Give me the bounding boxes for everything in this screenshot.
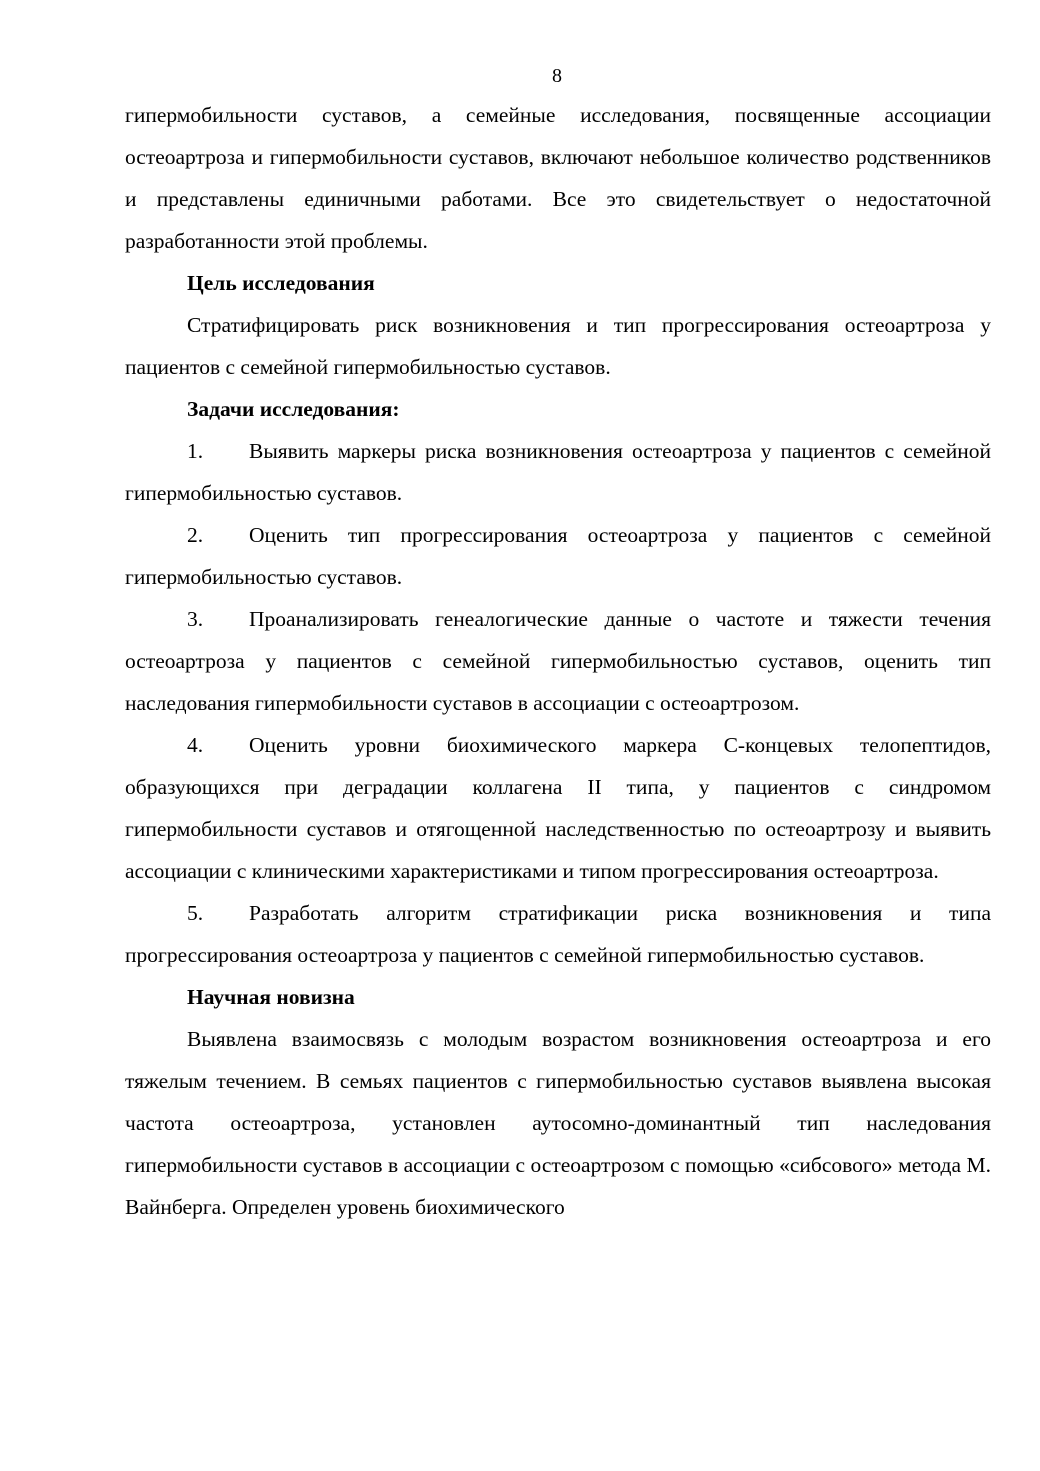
task-item (125, 598, 991, 724)
intro-paragraph: гипермобильности суставов, а семейные исследования, посвященные ассоциации остеоартроза и гипермобильности суставов, включают небольшое количество родственников и представлены единичными работами. Все это свидетельствует о недостаточной разработанности этой проблемы. (125, 103, 991, 253)
task-item (125, 514, 991, 598)
goal-heading: Цель исследования (187, 271, 375, 295)
task-item (125, 724, 991, 892)
task-text: Проанализировать генеалогические данные о частоте и тяжести течения остеоартроза у пациентов с семейной гипермобильностью суставов, оценить тип наследования гипермобильности суставов в ассоциации с остеоартрозом. (125, 607, 991, 715)
goal-text: Стратифицировать риск возникновения и тип прогрессирования остеоартроза у пациентов с семейной гипермобильностью суставов. (125, 313, 991, 379)
task-number: 2. (187, 523, 204, 547)
novelty-heading: Научная новизна (187, 985, 355, 1009)
task-number: 5. (187, 901, 204, 925)
task-text: Оценить уровни биохимического маркера С-концевых телопептидов, образующихся при деградации коллагена II типа, у пациентов с синдромом гипермобильности суставов и отягощенной наследственностью по остеоартрозу и выявить ассоциации с клиническими характеристиками и типом прогрессирования остеоартроза. (125, 733, 991, 883)
task-number: 3. (187, 607, 204, 631)
task-text: Выявить маркеры риска возникновения остеоартроза у пациентов с семейной гипермобильностью суставов. (125, 439, 991, 505)
task-number: 4. (187, 733, 204, 757)
tasks-heading: Задачи исследования: (187, 397, 400, 421)
task-number: 1. (187, 439, 204, 463)
task-text: Разработать алгоритм стратификации риска возникновения и типа прогрессирования остеоартроза у пациентов с семейной гипермобильностью суставов. (125, 901, 991, 967)
novelty-text: Выявлена взаимосвязь с молодым возрастом возникновения остеоартроза и его тяжелым течением. В семьях пациентов с гипермобильностью суставов выявлена высокая частота остеоартроза, установлен аутосомно-доминантный тип наследования гипермобильности суставов в ассоциации с остеоартрозом с помощью «сибсового» метода М. Вайнберга. Определен уровень биохимического (125, 1027, 991, 1219)
task-text: Оценить тип прогрессирования остеоартроза у пациентов с семейной гипермобильностью суставов. (125, 523, 991, 589)
page-number: 8 (552, 65, 562, 87)
task-item (125, 892, 991, 976)
page-content (125, 94, 991, 1228)
task-item (125, 430, 991, 514)
